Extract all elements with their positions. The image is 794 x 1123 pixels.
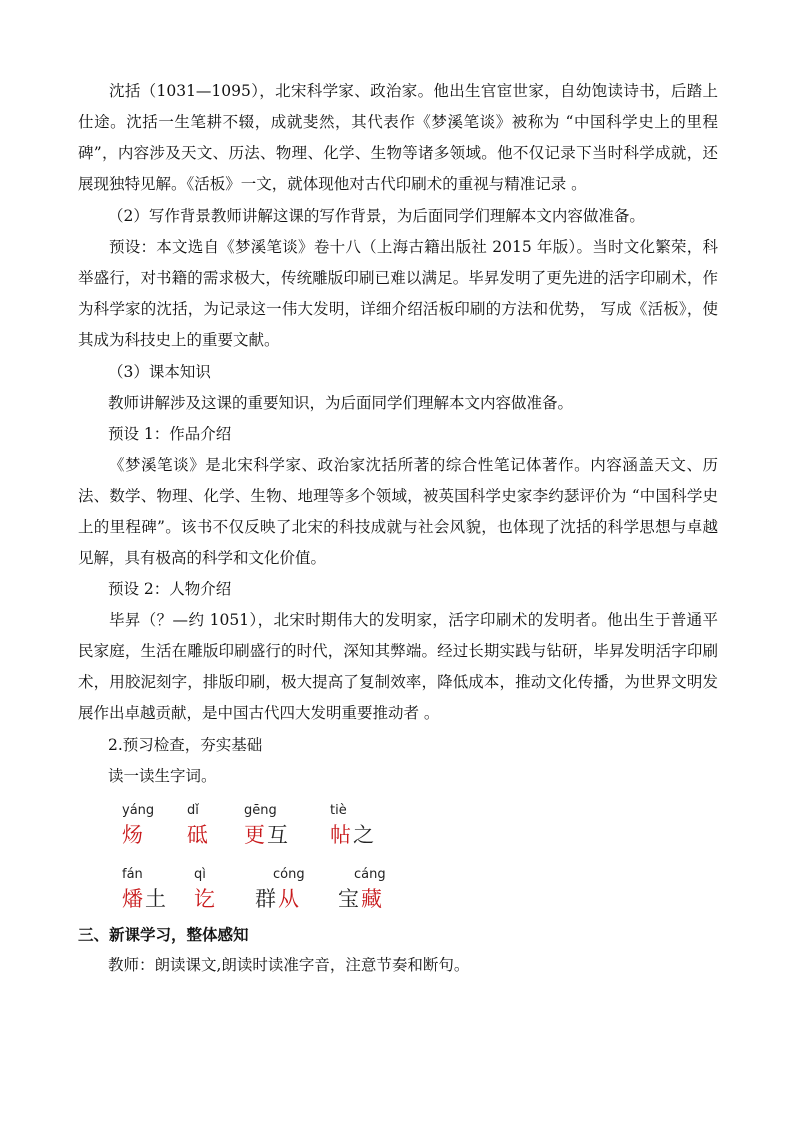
paragraph-bi-sheng-bio: 毕昇（？—约 1051），北宋时期伟大的发明家，活字印刷术的发明者。他出生于普通平民家庭，生活在雕版印刷盛行的时代，深知其弊端。经过长期实践与钻研，毕昇发明活字印刷术，用胶泥刻字，排版印刷，极大提高了复制效率，降低成本，推动文化传播，为世界文明发展作出卓越贡献，是中国古代四大发明重要推动者 。	[78, 611, 718, 722]
new-character: 砥	[187, 823, 210, 847]
context-character: 土	[145, 887, 168, 911]
new-character: 藏	[361, 887, 384, 911]
new-character: 讫	[194, 887, 217, 911]
new-character: 帖	[330, 823, 353, 847]
context-character: 之	[353, 823, 376, 847]
pinyin: cóng	[273, 867, 305, 882]
heading-textbook-knowledge: （3）课本知识	[108, 363, 211, 381]
vocab-word	[187, 802, 210, 850]
paragraph-teacher-explains: 教师讲解涉及这课的重要知识，为后面同学们理解本文内容做准备。	[108, 394, 574, 412]
pinyin: tiè	[330, 803, 347, 818]
heading-preset-1: 预设 1：作品介绍	[108, 425, 232, 443]
heading-preview-check: 2.预习检查，夯实基础	[108, 736, 263, 754]
new-character: 炀	[122, 823, 145, 847]
pinyin: dǐ	[187, 803, 199, 818]
vocab-word	[330, 802, 376, 850]
paragraph-shen-kuo-bio: 沈括（1031—1095），北宋科学家、政治家。他出生官宦世家，自幼饱读诗书，后踏上仕途。沈括一生笔耕不辍，成就斐然，其代表作《梦溪笔谈》被称为 “中国科学史上的里程碑”，内容涉及天文、历法、物理、化学、生物等诸多领域。他不仅记录下当时科学成就，还展现独特见解。《活板》一文，就体现他对古代印刷术的重视与精准记录 。	[78, 82, 718, 193]
new-character: 燔	[122, 887, 145, 911]
pinyin: qì	[194, 867, 206, 882]
context-character: 群	[255, 887, 278, 911]
pinyin: fán	[122, 867, 143, 882]
paragraph-preset-background: 预设：本文选自《梦溪笔谈》卷十八（上海古籍出版社 2015 年版）。当时文化繁荣，科举盛行，对书籍的需求极大，传统雕版印刷已难以满足。毕昇发明了更先进的活字印刷术，作为科学家的沈括，为记录这一伟大发明，详细介绍活板印刷的方法和优势， 写成《活板》，使其成为科技史上的重要文献。	[78, 238, 718, 349]
paragraph-work-intro: 《梦溪笔谈》是北宋科学家、政治家沈括所著的综合性笔记体著作。内容涵盖天文、历法、数学、物理、化学、生物、地理等多个领域，被英国科学史家李约瑟评价为 “中国科学史上的里程碑”。该书不仅反映了北宋的科技成就与社会风貌，也体现了沈括的科学思想与卓越见解，具有极高的科学和文化价值。	[78, 456, 718, 567]
context-character: 宝	[338, 887, 361, 911]
instruction-read-words: 读一读生字词。	[108, 767, 217, 785]
vocab-word	[194, 866, 217, 914]
pinyin: gēng	[244, 803, 277, 818]
new-character: 更	[244, 823, 267, 847]
section-heading-new-lesson: 三、新课学习，整体感知	[78, 925, 249, 944]
pinyin: cáng	[354, 867, 386, 882]
vocab-word	[122, 802, 154, 850]
vocab-word	[244, 802, 290, 850]
vocab-word	[122, 866, 168, 914]
vocab-word	[338, 866, 386, 914]
paragraph-writing-background: （2）写作背景教师讲解这课的写作背景，为后面同学们理解本文内容做准备。	[108, 207, 645, 225]
pinyin: yáng	[122, 803, 155, 818]
new-character: 从	[278, 887, 301, 911]
heading-preset-2: 预设 2：人物介绍	[108, 580, 232, 598]
paragraph-teacher-read-aloud: 教师：朗读课文,朗读时读准字音，注意节奏和断句。	[108, 956, 470, 974]
vocab-word	[255, 866, 305, 914]
context-character: 互	[267, 823, 290, 847]
